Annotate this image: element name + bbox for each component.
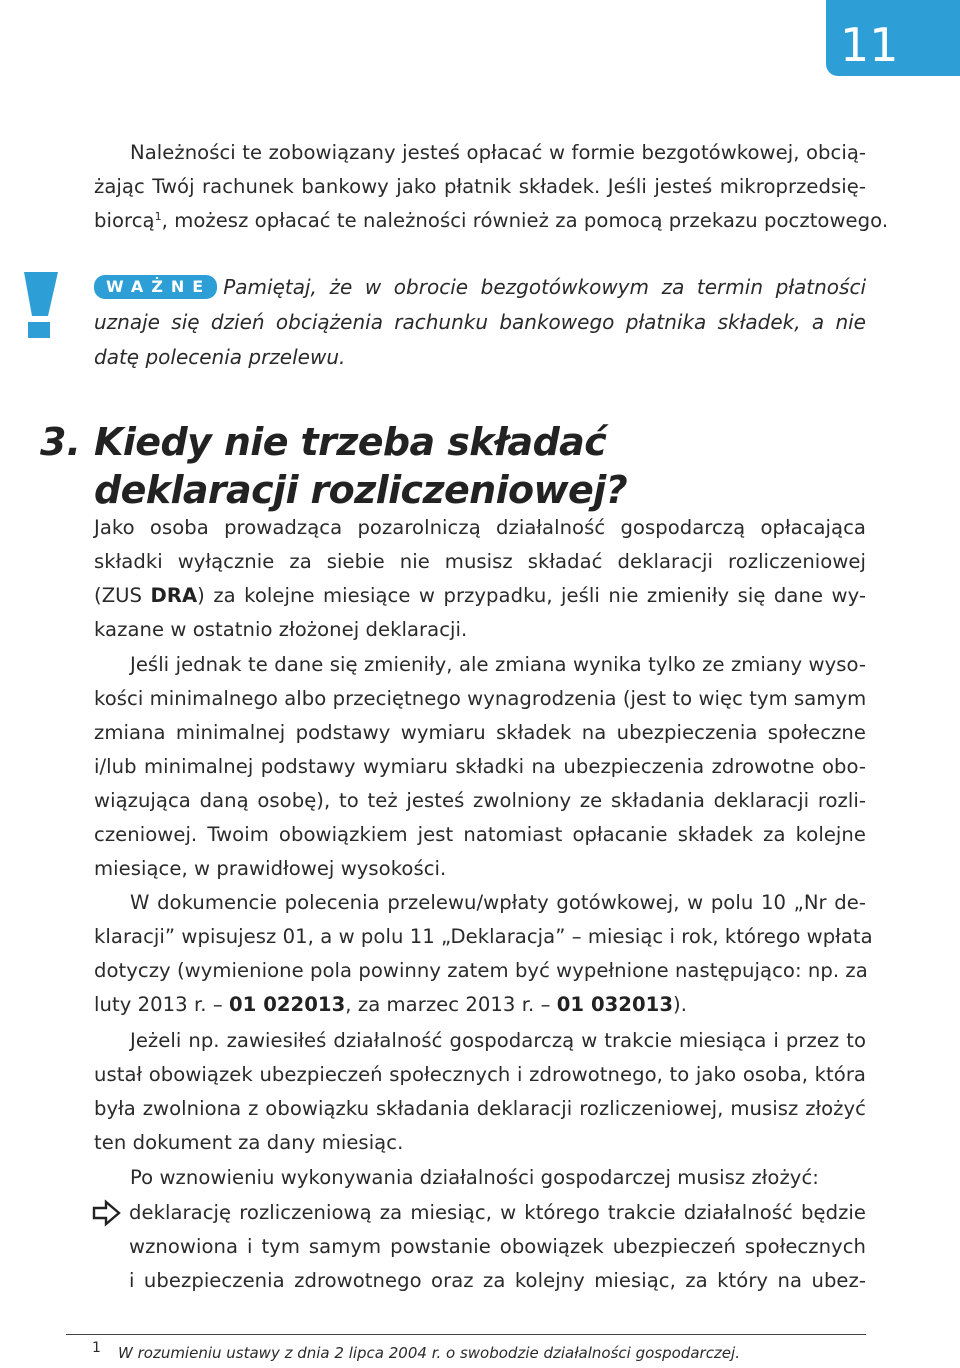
text-line: zmiana minimalnej podstawy wymiaru składek na ubezpieczenia społeczne <box>94 721 866 744</box>
text-line <box>94 579 866 613</box>
paragraph <box>94 648 866 886</box>
footnote-reference[interactable]: 1 <box>154 210 162 223</box>
section-title-line: Kiedy nie trzeba składać <box>94 420 607 464</box>
paragraph <box>94 511 866 647</box>
text-line: składki wyłącznie za siebie nie musisz składać deklaracji rozliczeniowej <box>94 550 866 573</box>
text-line: uznaje się dzień obciążenia rachunku bankowego płatnika składek, a nie <box>94 310 866 334</box>
form-code: DRA <box>150 584 198 607</box>
section-number: 3. <box>40 420 81 464</box>
text-span: , możesz opłacać te należności również za pomocą przekazu pocztowego. <box>161 209 889 232</box>
section-title <box>94 418 854 514</box>
text-line: Po wznowieniu wykonywania działalności gospodarczej musisz złożyć: <box>130 1166 819 1189</box>
text-span: ). <box>673 993 688 1016</box>
text-span: (ZUS <box>94 584 151 607</box>
text-line: W dokumencie polecenia przelewu/wpłaty gotówkowej, w polu 10 „Nr de- <box>130 891 866 914</box>
arrow-right-icon <box>92 1198 122 1228</box>
text-span: biorcą <box>94 209 155 232</box>
text-line: ten dokument za dany miesiąc. <box>94 1131 404 1154</box>
text-line: ustał obowiązek ubezpieczeń społecznych i zdrowotnego, to jako osoba, która <box>94 1063 866 1086</box>
text-span: , za marzec 2013 r. – <box>345 993 557 1016</box>
text-line: i ubezpieczenia zdrowotnego oraz za kolejny miesiąc, za który na ubez- <box>129 1269 866 1292</box>
text-line: i/lub minimalnej podstawy wymiaru składki na ubezpieczenia zdrowotne obo- <box>94 755 866 778</box>
declaration-code: 01 032013 <box>556 993 674 1016</box>
text-span: Pamiętaj, że w obrocie bezgotówkowym za termin płatności <box>223 275 866 299</box>
paragraph <box>94 886 873 1022</box>
text-line <box>94 204 889 238</box>
text-line: dotyczy (wymienione pola powinny zatem być wypełnione następująco: np. za <box>94 959 868 982</box>
text-line: Należności te zobowiązany jesteś opłacać w formie bezgotówkowej, obcią- <box>130 141 866 164</box>
text-line: klaracji” wpisujesz 01, a w polu 11 „Deklaracja” – miesiąc i rok, którego wpłata <box>94 925 873 948</box>
text-span: luty 2013 r. – <box>94 993 229 1016</box>
text-line <box>94 270 866 305</box>
footnote-text: W rozumieniu ustawy z dnia 2 lipca 2004 r. o swobodzie działalności gospodarczej. <box>118 1344 740 1362</box>
text-line: Jako osoba prowadząca pozarolniczą działalność gospodarczą opłacająca <box>94 516 866 539</box>
text-line: kazane w ostatnio złożonej deklaracji. <box>94 618 468 641</box>
intro-paragraph <box>94 136 889 238</box>
paragraph <box>94 1161 866 1195</box>
section-title-line: deklaracji rozliczeniowej? <box>94 468 628 512</box>
text-line: czeniowej. Twoim obowiązkiem jest natomiast opłacanie składek za kolejne <box>94 823 866 846</box>
important-note <box>94 270 866 375</box>
text-line: miesiące, w prawidłowej wysokości. <box>94 857 447 880</box>
footnote <box>94 1338 894 1368</box>
page-number: 11 <box>840 18 899 72</box>
footnote-number: 1 <box>92 1340 101 1356</box>
text-line: Jeżeli np. zawiesiłeś działalność gospodarczą w trakcie miesiąca i przez to <box>130 1029 866 1052</box>
page-number-tab <box>826 0 960 76</box>
text-line: datę polecenia przelewu. <box>94 345 346 369</box>
paragraph <box>94 1024 866 1160</box>
important-badge: WAŻNE <box>94 275 217 299</box>
bullet-item <box>129 1196 866 1298</box>
text-span: ) za kolejne miesiące w przypadku, jeśli nie zmieniły się dane wy- <box>197 584 866 607</box>
text-line: była zwolniona z obowiązku składania deklaracji rozliczeniowej, musisz złożyć <box>94 1097 866 1120</box>
text-line: żając Twój rachunek bankowy jako płatnik składek. Jeśli jesteś mikroprzedsię- <box>94 175 866 198</box>
text-line: wiązująca daną osobę), to też jesteś zwolniony ze składania deklaracji rozli- <box>94 789 866 812</box>
text-line: deklarację rozliczeniową za miesiąc, w którego trakcie działalność będzie <box>129 1201 866 1224</box>
text-line: Jeśli jednak te dane się zmieniły, ale zmiana wynika tylko ze zmiany wyso- <box>130 653 866 676</box>
exclamation-icon <box>8 270 72 340</box>
text-line: wznowiona i tym samym powstanie obowiązek ubezpieczeń społecznych <box>129 1235 866 1258</box>
text-line <box>94 988 866 1022</box>
text-line: kości minimalnego albo przeciętnego wynagrodzenia (jest to więc tym samym <box>94 687 867 710</box>
footnote-divider <box>66 1334 866 1335</box>
declaration-code: 01 022013 <box>228 993 346 1016</box>
